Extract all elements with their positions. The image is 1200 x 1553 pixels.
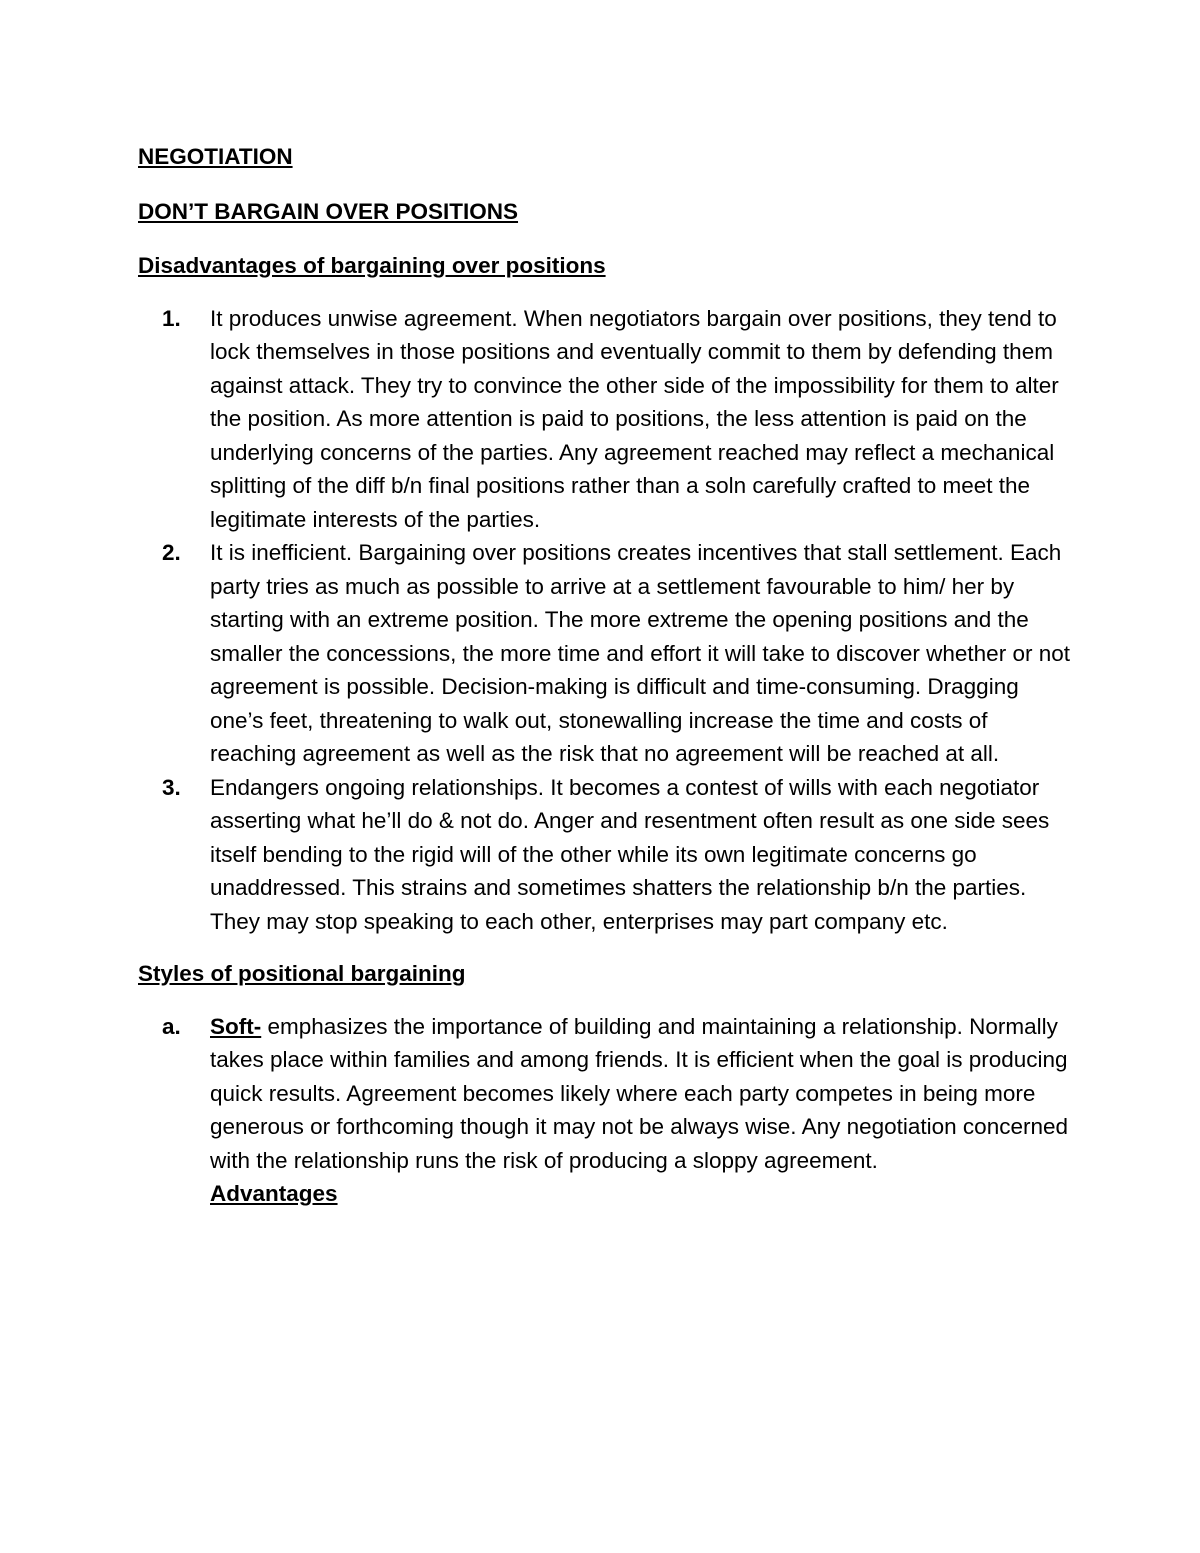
list-item-text: Endangers ongoing relationships. It becomes a contest of wills with each negotiator asserting what he’ll do & not do. Anger and resentment often result as one side sees itself bending to the rigid will of the other while its own legitimate concerns go unaddressed. This strains and sometimes shatters the relationship b/n the parties. They may stop speaking to each other, enterprises may part company etc. bbox=[210, 774, 1050, 934]
list-item bbox=[138, 771, 1078, 939]
section-heading: DON’T BARGAIN OVER POSITIONS bbox=[138, 198, 519, 224]
list-marker: 1. bbox=[162, 305, 181, 331]
list-marker: 2. bbox=[162, 540, 181, 565]
disadvantages-heading: Disadvantages of bargaining over positions bbox=[138, 253, 606, 278]
document-body bbox=[138, 140, 1078, 1211]
list-item bbox=[138, 1010, 1078, 1211]
styles-list bbox=[138, 1010, 1078, 1211]
disadvantages-list bbox=[138, 302, 1078, 939]
advantages-subheading: Advantages bbox=[210, 1181, 338, 1206]
styles-heading: Styles of positional bargaining bbox=[138, 961, 466, 986]
list-item-text: It produces unwise agreement. When negotiators bargain over positions, they tend to lock themselves in those positions and eventually commit to them by defending them against attack. They try to convince the other side of the impossibility for them to alter the position. As more attention is paid to positions, the less attention is paid on the underlying concerns of the parties. Any agreement reached may reflect a mechanical splitting of the diff b/n final positions rather than a soln carefully crafted to meet the legitimate interests of the parties. bbox=[210, 305, 1059, 532]
document-title: NEGOTIATION bbox=[138, 144, 293, 169]
list-marker: 3. bbox=[162, 774, 181, 800]
list-item bbox=[138, 302, 1078, 537]
list-item bbox=[138, 536, 1078, 771]
list-marker: a. bbox=[162, 1013, 181, 1039]
list-item-text: emphasizes the importance of building and maintaining a relationship. Normally takes place within families and among friends. It is efficient when the goal is producing quick results. Agreement becomes likely where each party competes in being more generous or forthcoming though it may not be always wise. Any negotiation concerned with the relationship runs the risk of producing a sloppy agreement. bbox=[210, 1013, 1069, 1173]
style-term: Soft- bbox=[210, 1013, 262, 1039]
list-item-text: It is inefficient. Bargaining over positions creates incentives that stall settlement. Each party tries as much as possible to arrive at a settlement favourable to him/ her by starting with an extreme position. The more extreme the opening positions and the smaller the concessions, the more time and effort it will take to discover whether or not agreement is possible. Decision-making is difficult and time-consuming. Dragging one’s feet, threatening to walk out, stonewalling increase the time and costs of reaching agreement as well as the risk that no agreement will be reached at all. bbox=[210, 540, 1070, 766]
